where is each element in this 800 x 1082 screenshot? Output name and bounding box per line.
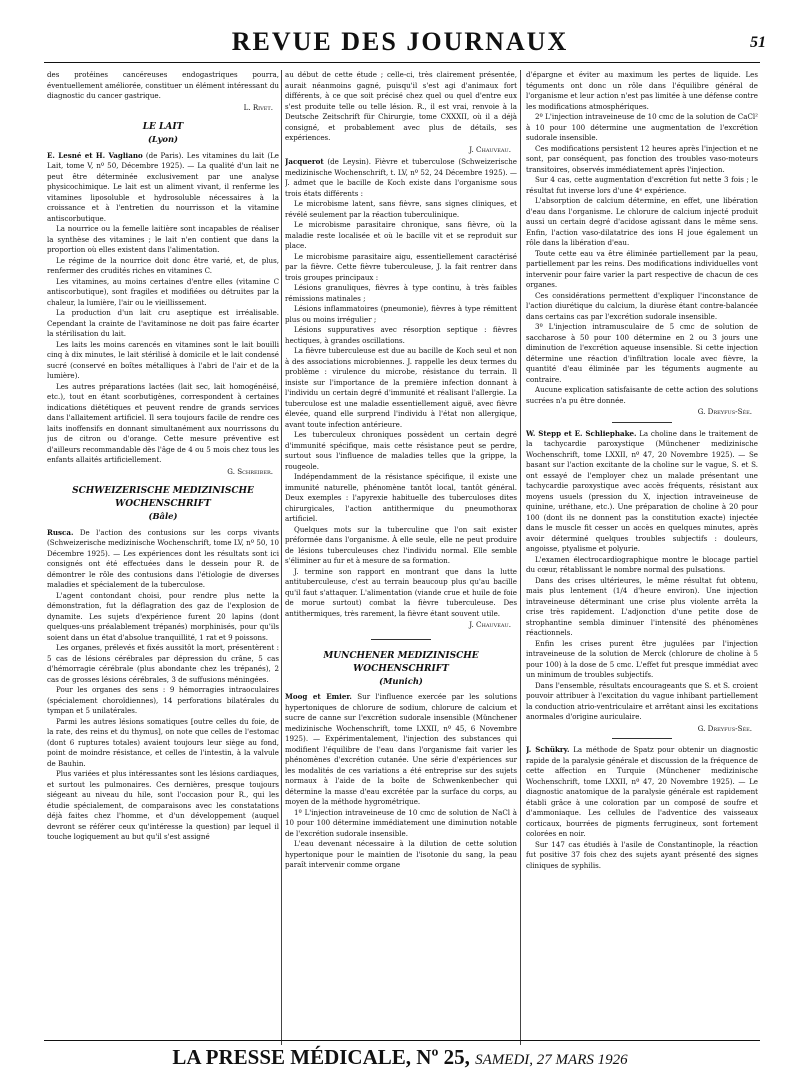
section-city: (Lyon) — [147, 134, 179, 144]
article-head: De l'action des contusions sur les corps vivants (Schweizerische medizinische Wochenschrift, tome LV, nº 50, 10 Décembre 1925). — Les expériences dont les résultats sont ici consignés ont été effectuées dans le dessein pour R. de démontrer le rôle des contusions dans l'étiologie de diverses maladies et spécialement de la tuberculose. — [47, 527, 279, 589]
section-divider — [612, 738, 672, 739]
section-title: SCHWEIZERISCHE MEDIZINISCHE WOCHENSCHRIFT — [72, 486, 254, 509]
column-3 — [526, 70, 758, 1050]
section-title: LE LAIT — [142, 122, 184, 132]
article-lead — [526, 745, 758, 840]
signature: G. Dreyfus-Sée. — [697, 407, 752, 416]
article-lead — [47, 151, 279, 225]
paragraph: 2º L'injection intraveineuse de 10 cmc de la solution de CaCl² à 10 pour 100 détermine une augmentation de l'excrétion sudorale insensible. — [526, 112, 758, 142]
paragraph: La fièvre tuberculeuse est due au bacille de Koch seul et non à des associations microbiennes. J. rappelle les deux termes du problème : virulence du microbe, résistance du terrain. Il insiste sur l'importance de la première infection donnant à l'individu un certain degré d'immunité et réalisant l'allergie. La tuberculose est une maladie essentiellement aiguë, avec fièvre élevée, quand elle surprend l'individu à l'état non allergique, avant toute infection antérieure. — [285, 346, 517, 429]
page-footer — [0, 1045, 800, 1070]
paragraph: J. termine son rapport en montrant que dans la lutte antituberculeuse, c'est au terrain beaucoup plus qu'au bacille qu'il faut s'attaquer. L'alimentation (viande crue et huile de foie de morue surtout) combat la fièvre tuberculeuse. Des antithermiques, très rarement, la fièvre étant souvent utile. — [285, 566, 517, 618]
paragraph: Le microbisme parasitaire aigu, essentiellement caractérisé par la fièvre. Cette fièvre tuberculeuse, J. la fait rentrer dans trois groupes principaux : — [285, 251, 517, 282]
footer-date: SAMEDI, 27 MARS 1926 — [475, 1052, 628, 1068]
paragraph: Les organes, prélevés et fixés aussitôt la mort, présentèrent : 5 cas de lésions cérébrales par dépression du crâne, 5 cas d'hémorragie cérébrale (plus abondante chez les trépanés), 2 cas de grosses lésions cérébrales, 3 de suffusions méningées. — [47, 643, 279, 684]
paragraph: Dans des crises ultérieures, le même résultat fut obtenu, mais plus lentement (1/4 d'heure environ). Une injection intraveineuse déterminant une crise plus violente arrêta la crise très rapidement. L'adjonction d'une petite dose de strophantine sembla diminuer l'intensité des phénomènes réactionnels. — [526, 575, 758, 637]
article-author: Moog et Emier. — [285, 692, 352, 701]
article-lead — [526, 429, 758, 555]
paragraph: Le régime de la nourrice doit donc être varié, et, de plus, renfermer des crudités riches en vitamines C. — [47, 255, 279, 275]
paragraph: Parmi les autres lésions somatiques [outre celles du foie, de la rate, des reins et du thymus], on note que celles de l'estomac (dont 6 ruptures totales) avaient toujours leur siège au fond, point de moindre résistance, et celles de l'intestin, à la valvule de Bauhin. — [47, 716, 279, 768]
paragraph: Les laits les moins carencés en vitamines sont le lait bouilli cinq à dix minutes, le lait stérilisé à domicile et le lait condensé sucré (conservé en boîtes métalliques à l'abri de l'air et de la lumière). — [47, 339, 279, 380]
signature: J. Chauveau. — [469, 620, 511, 629]
paragraph: Ces considérations permettent d'expliquer l'inconstance de l'action diurétique du calcium, la diurèse étant contre-balancée dans certains cas par l'excrétion sudorale insensible. — [526, 290, 758, 321]
paragraph: Aucune explication satisfaisante de cette action des solutions sucrées n'a pu être donnée. — [526, 385, 758, 405]
paragraph: Enfin les crises purent être jugulées par l'injection intraveineuse de la solution de Merck (chlorure de choline à 5 pour 100) à la dose de 5 cmc. L'effet fut presque immédiat avec un minimum de troubles subjectifs. — [526, 638, 758, 679]
paragraph: Lésions suppuratives avec résorption septique : fièvres hectiques, à grandes oscillations. — [285, 325, 517, 345]
section-city: (Bâle) — [148, 511, 178, 521]
paragraph: L'eau devenant nécessaire à la dilution de cette solution hypertonique pour le maintien de l'isotonie du sang, la peau paraît intervenir comme organe — [285, 839, 517, 869]
paragraph: L'agent contondant choisi, pour rendre plus nette la démonstration, fut la déflagration des gaz de l'explosion de dynamite. Les sujets d'expérience furent 20 lapins (dont quelques-uns préalablement trépanés) morphinisés, pour qu'ils soient dans un état d'absolue tranquillité, 1 rat et 9 poissons. — [47, 590, 279, 642]
article-head: La méthode de Spatz pour obtenir un diagnostic rapide de la paralysie générale et discussion de la fréquence de cette affection en Turquie (Münchener medizinische Wochenschrift, tome LXXII, nº 47, 20 Novembre 1925). — Le diagnostic anatomique de la paralysie générale est rapidement établi grâce à une coloration par un composé de soufre et d'ammoniaque. Les cellules de l'adventice des vaisseaux corticaux, bourrées de pigments ferrugineux, sont fortement colorées en noir. — [526, 745, 758, 838]
article-head: (de Leysin). Fièvre et tuberculose (Schweizerische medizinische Wochenschrift, t. LV, nº 52, 24 Décembre 1925). — J. admet que le bacille de Koch existe dans l'organisme sous trois états différents : — [285, 157, 517, 198]
paragraph: des protéines cancéreuses endogastriques pourra, éventuellement améliorée, constituer un élément intéressant du diagnostic du cancer gastrique. — [47, 70, 279, 100]
paragraph: 3º L'injection intramusculaire de 5 cmc de solution de saccharose à 50 pour 100 détermine en 2 ou 3 jours une diminution de l'excrétion aqueuse insensible. Si cette injection détermine une réaction d'infiltration locale avec fièvre, la quantité d'eau éliminée par les téguments augmente au contraire. — [526, 322, 758, 384]
paragraph: au début de cette étude ; celle-ci, très clairement présentée, aurait néanmoins gagné, puisqu'il s'est agi d'animaux fort différents, à ce que soit précisé chez quel ou quel d'entre eux s'est produite telle ou telle lésion. R., il est vrai, renvoie à la Deutsche Zeitschrift für Chirurgie, tome CXXXII, où il a déjà consigné, et probablement avec plus de détails, ses expériences. — [285, 70, 517, 142]
paragraph: L'absorption de calcium détermine, en effet, une libération d'eau dans l'organisme. Le chlorure de calcium injecté produit aussi un certain degré d'acidose agissant dans le même sens. Enfin, l'action vaso-dilatatrice des ions H joue également un rôle dans la libération d'eau. — [526, 196, 758, 247]
paragraph: Les autres préparations lactées (lait sec, lait homogénéisé, etc.), tout en étant scorbutigènes, correspondent à certaines indications diététiques et peuvent rendre de grands services dans l'allaitement artificiel. Il sera toujours facile de rendre ces laits inoffensifs en donnant simultanément aux nourrissons du jus de citron ou d'orange. Cette mesure préventive est d'ailleurs recommandable dès l'âge de 4 ou 5 mois chez tous les enfants allaités artificiellement. — [47, 381, 279, 464]
article-author: Rusca. — [47, 527, 74, 537]
paragraph: La production d'un lait cru aseptique est irréalisable. Cependant la crainte de l'avitaminose ne doit pas faire écarter la stérilisation du lait. — [47, 308, 279, 338]
article-author: J. Schükry. — [526, 745, 570, 754]
column-1 — [47, 70, 279, 1050]
paragraph: Ces modifications persistent 12 heures après l'injection et ne sont, par conséquent, pas fonction des troubles vaso-moteurs transitoires, observés immédiatement après l'injection. — [526, 143, 758, 174]
article-lead — [285, 157, 517, 199]
article-head: (de Paris). Les vitamines du lait (Le Lait, tome V, nº 50, Décembre 1925). — La qualité d'un lait ne peut être déterminée exclusivement par une analyse physicochimique. Le lait est un aliment vivant, il renferme les vitamines liposoluble et hydrosoluble nécessaires à la croissance et à l'entretien du nourrisson et la vitamine antiscorbutique. — [47, 150, 279, 223]
article-author: W. Stepp et E. Schliephake. — [526, 428, 637, 438]
paragraph: Pour les organes des sens : 9 hémorragies intraoculaires (spécialement choroïdiennes), 14 perforations bilatérales du tympan et 5 unilatérales. — [47, 685, 279, 715]
article-author: E. Lesné et H. Vagliano — [47, 150, 143, 160]
journal-section-title: REVUE DES JOURNAUX — [231, 27, 569, 56]
signature: G. Schreiber. — [227, 466, 273, 476]
section-city: (Munich) — [379, 675, 423, 686]
page-number: 51 — [750, 34, 766, 51]
section-divider — [371, 639, 431, 640]
paragraph: Plus variées et plus intéressantes sont les lésions cardiaques, et surtout les pulmonaires. Ces dernières, presque toujours siégeant au niveau du hile, sont l'occasion pour R., qui les étudie spécialement, de comparaisons avec les constatations déjà faites chez l'homme, et d'un développement (auquel devront se référer ceux qu'intéresse la question) par lequel il touche logiquement au but qu'il s'est assigné — [47, 769, 279, 841]
paragraph: Lésions granuliques, fièvres à type continu, à très faibles rémissions matinales ; — [285, 283, 517, 303]
paragraph: Lésions inflammatoires (pneumonie), fièvres à type rémittent plus ou moins irrégulier ; — [285, 304, 517, 324]
footer-rule — [44, 1040, 760, 1041]
paragraph: L'examen électrocardiographique montre le blocage partiel du cœur, rétablissant le nombre normal des pulsations. — [526, 554, 758, 574]
signature: J. Chauveau. — [469, 144, 511, 154]
signature: G. Dreyfus-Sée. — [697, 723, 752, 733]
article-lead — [47, 528, 279, 591]
paragraph: Dans l'ensemble, résultats encourageants que S. et S. croient pouvoir attribuer à l'excitation du vague inhibant partiellement la conduction atrio-ventriculaire et arrêtant ainsi les excitations anormales d'origine auriculaire. — [526, 680, 758, 721]
column-2 — [285, 70, 517, 1050]
paragraph: Quelques mots sur la tuberculine que l'on sait exister préformée dans l'organisme. À elle seule, elle ne peut produire de lésions tuberculeuses chez l'individu normal. Elle semble s'éliminer au fur et à mesure de sa formation. — [285, 524, 517, 565]
paragraph: Sur 4 cas, cette augmentation d'excrétion fut nette 3 fois ; le résultat fut inverse lors d'une 4ᵉ expérience. — [526, 175, 758, 195]
column-divider — [281, 70, 282, 1045]
paragraph: Le microbisme parasitaire chronique, sans fièvre, où la maladie reste localisée et où le bacille vit et se reproduit sur place. — [285, 220, 517, 250]
article-lead — [285, 692, 517, 808]
section-title: MUNCHENER MEDIZINISCHE WOCHENSCHRIFT — [323, 650, 479, 674]
paragraph: Les tuberculeux chroniques possèdent un certain degré d'immunité spécifique, mais cette résistance peut se perdre, surtout sous l'influence de maladies telles que la grippe, la rougeole. — [285, 430, 517, 471]
paragraph: La nourrice ou la femelle laitière sont incapables de réaliser la synthèse des vitamines ; le lait n'en contient que dans la proportion où elles existent dans l'alimentation. — [47, 224, 279, 254]
footer-journal: LA PRESSE MÉDICALE, Nº 25, — [172, 1045, 470, 1069]
paragraph: Les vitamines, au moins certaines d'entre elles (vitamine C antiscorbutique), sont fragiles et modifiées ou détruites par la chaleur, la lumière, l'air ou le vieillissement. — [47, 276, 279, 307]
paragraph: Indépendamment de la résistance spécifique, il existe une immunité naturelle, phénomène tantôt local, tantôt général. Deux exemples : l'apyrexie habituelle des tuberculoses dites chirurgicales, l'action antithermique du pneumothorax artificiel. — [285, 472, 517, 523]
section-divider — [612, 422, 672, 423]
paragraph: d'épargne et éviter au maximum les pertes de liquide. Les téguments ont donc un rôle dans l'équilibre général de l'organisme et leur action n'est pas limitée à une défense contre les modifications atmosphériques. — [526, 70, 758, 111]
paragraph: Toute cette eau va être éliminée partiellement par la peau, partiellement par les reins. Des modifications individuelles vont intervenir pour faire varier la part respective de chacun de ces organes. — [526, 248, 758, 289]
article-head: Sur l'influence exercée par les solutions hypertoniques de chlorure de sodium, chlorure de calcium et sucre de canne sur l'excrétion sudorale insensible (Münchener medizinische Wochenschrift, tome LXXII, nº 45, 6 Novembre 1925). — Expérimentalement, l'injection des substances qui modifient l'équilibre de l'eau dans l'organisme fait varier les phénomènes d'excrétion cutanée. Une série d'expériences sur les modalités de ces variations a été entreprise sur des sujets normaux à l'aide de la boîte de Schwenkenbecher qui détermine la masse d'eau excrétée par la surface du corps, au moyen de la méthode hygrométrique. — [285, 692, 517, 806]
header-rule — [44, 62, 760, 63]
paragraph: Le microbisme latent, sans fièvre, sans signes cliniques, et révélé seulement par la réaction tuberculinique. — [285, 199, 517, 219]
signature: L. Rivet. — [243, 102, 273, 112]
paragraph: 1º L'injection intraveineuse de 10 cmc de solution de NaCl à 10 pour 100 détermine immédiatement une diminution notable de l'excrétion sudorale insensible. — [285, 807, 517, 838]
column-divider — [520, 70, 521, 1045]
paragraph: Sur 147 cas étudiés à l'asile de Constantinople, la réaction fut positive 37 fois chez des sujets ayant présenté des signes cliniques de syphilis. — [526, 839, 758, 870]
article-author: Jacquerot — [285, 157, 324, 166]
article-head: La choline dans le traitement de la tachycardie paroxystique (Münchener medizinische Wochenschrift, tome LXXII, nº 47, 20 Novembre 1925). — Se basant sur l'action excitante de la choline sur le vague, S. et S. ont essayé de l'employer chez un malade présentant une tachycardie paroxystique avec accès fréquents, résistant aux moyens usuels (pression du X, injection intraveineuse de quinine, uréthane, etc.). Une préparation de choline à 20 pour 100 (dont ils ne donnent pas la constitution exacte) injectée dans le muscle fit cesser un accès en quelques minutes, après avoir déterminé quelques troubles subjectifs : douleurs, angoisse, ptyalisme et polyurie. — [526, 428, 758, 553]
